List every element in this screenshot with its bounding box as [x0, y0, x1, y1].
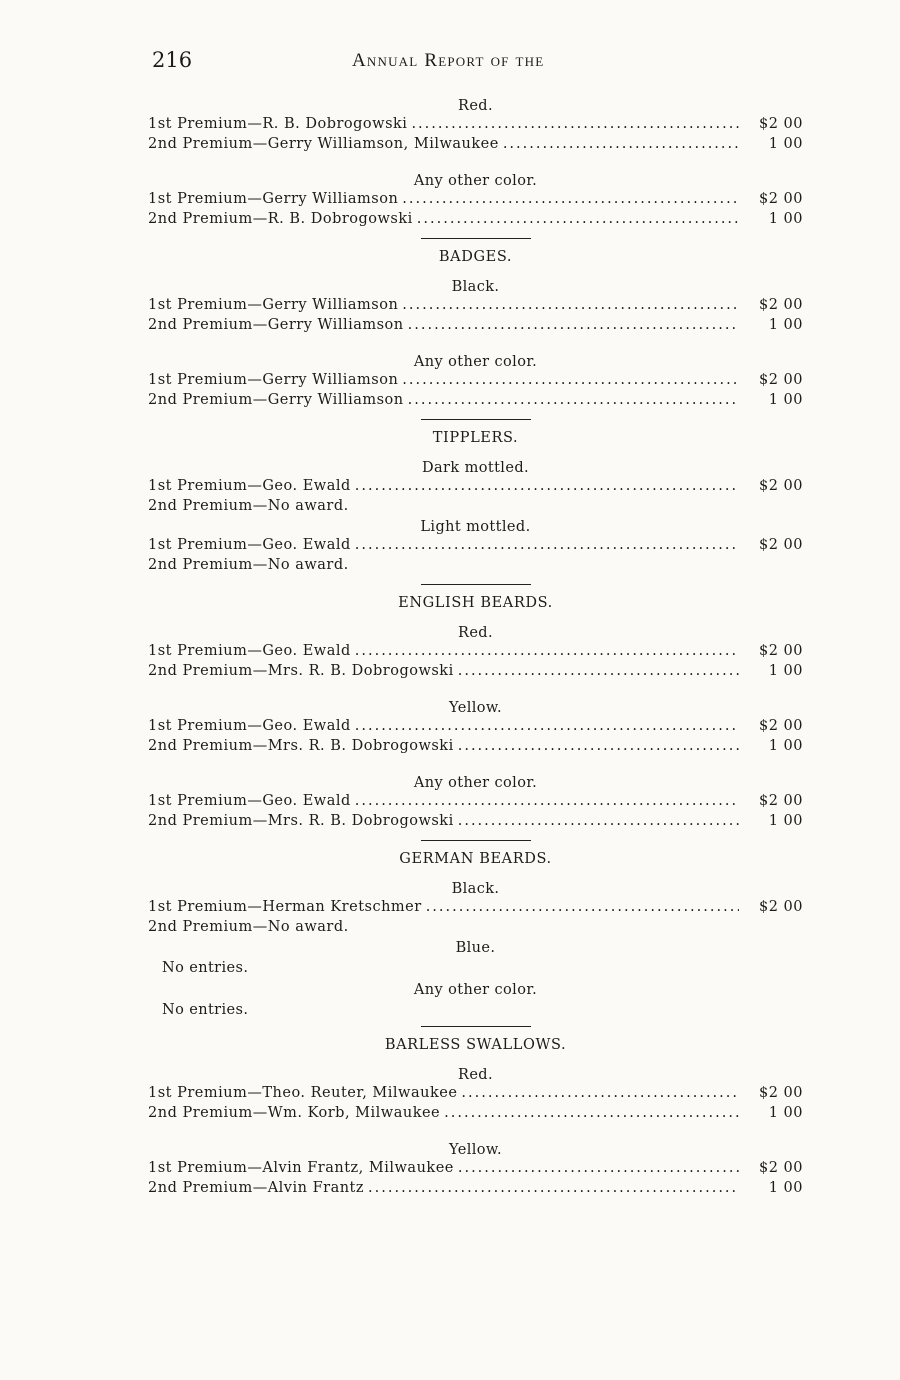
- premium-place: 2nd Premium—No award.: [148, 918, 349, 935]
- premium-place: 1st Premium—Geo. Ewald: [148, 643, 351, 659]
- color-heading: Red.: [458, 98, 493, 114]
- premium-amount: $2 00: [758, 478, 803, 494]
- section-title: GERMAN BEARDS.: [399, 851, 552, 867]
- premium-amount: 1 00: [768, 812, 803, 829]
- premium-row: [148, 191, 803, 211]
- leader-dots: [426, 899, 739, 915]
- premium-place: 2nd Premium—Gerry Williamson: [148, 316, 404, 333]
- premium-amount: $2 00: [758, 372, 803, 388]
- premium-amount: 1 00: [768, 210, 803, 227]
- premium-row: [148, 297, 803, 317]
- premium-row: [148, 116, 803, 136]
- premium-place: 2nd Premium—Mrs. R. B. Dobrogowski: [148, 737, 454, 754]
- section-divider: [421, 840, 531, 841]
- premium-place: 2nd Premium—Wm. Korb, Milwaukee: [148, 1104, 441, 1121]
- premium-amount: 1 00: [768, 316, 803, 333]
- color-heading: Light mottled.: [420, 519, 531, 535]
- leader-dots: [402, 191, 739, 207]
- leader-dots: [503, 136, 739, 152]
- premium-row: [148, 813, 803, 833]
- leader-dots: [408, 317, 739, 333]
- premium-place: 1st Premium—Gerry Williamson: [148, 372, 399, 388]
- leader-dots: [355, 718, 739, 734]
- premium-place: 2nd Premium—Gerry Williamson, Milwaukee: [148, 135, 499, 152]
- color-heading: Any other color.: [413, 982, 538, 998]
- premium-row: [148, 663, 803, 683]
- premium-row: [148, 478, 803, 498]
- premium-row: [148, 643, 803, 663]
- premium-place: 1st Premium—Geo. Ewald: [148, 537, 351, 553]
- premium-row: [148, 919, 803, 939]
- page-header: [152, 44, 802, 78]
- leader-dots: [368, 1180, 739, 1196]
- premium-row: [148, 557, 803, 577]
- no-entries-note: No entries.: [162, 1002, 249, 1018]
- section-divider: [421, 419, 531, 420]
- premium-amount: $2 00: [758, 899, 803, 915]
- premium-place: 2nd Premium—Mrs. R. B. Dobrogowski: [148, 812, 454, 829]
- premium-amount: $2 00: [758, 297, 803, 313]
- premium-row: [148, 1085, 803, 1105]
- leader-dots: [355, 537, 739, 553]
- leader-dots: [417, 211, 739, 227]
- section-title: TIPPLERS.: [432, 430, 519, 446]
- leader-dots: [461, 1085, 739, 1101]
- section-divider: [421, 1026, 531, 1027]
- section-divider: [421, 238, 531, 239]
- premium-place: 1st Premium—Gerry Williamson: [148, 297, 399, 313]
- leader-dots: [355, 643, 739, 659]
- premium-row: [148, 899, 803, 919]
- premium-row: [148, 537, 803, 557]
- premium-amount: 1 00: [768, 1179, 803, 1196]
- premium-row: [148, 498, 803, 518]
- premium-place: 1st Premium—Geo. Ewald: [148, 718, 351, 734]
- premium-place: 2nd Premium—Mrs. R. B. Dobrogowski: [148, 662, 454, 679]
- premium-amount: $2 00: [758, 643, 803, 659]
- premium-place: 1st Premium—Alvin Frantz, Milwaukee: [148, 1160, 454, 1176]
- premium-place: 1st Premium—Gerry Williamson: [148, 191, 399, 207]
- premium-place: 1st Premium—Herman Kretschmer: [148, 899, 422, 915]
- section-title: BADGES.: [438, 249, 513, 265]
- premium-row: [148, 1105, 803, 1125]
- leader-dots: [408, 392, 739, 408]
- leader-dots: [444, 1105, 739, 1121]
- leader-dots: [355, 478, 739, 494]
- premium-row: [148, 136, 803, 156]
- color-heading: Any other color.: [413, 354, 538, 370]
- premium-amount: $2 00: [758, 1085, 803, 1101]
- premium-amount: $2 00: [758, 718, 803, 734]
- premium-row: [148, 718, 803, 738]
- premium-row: [148, 1180, 803, 1200]
- premium-amount: 1 00: [768, 1104, 803, 1121]
- premium-row: [148, 392, 803, 412]
- premium-row: [148, 211, 803, 231]
- premium-amount: 1 00: [768, 135, 803, 152]
- leader-dots: [458, 1160, 739, 1176]
- premium-place: 2nd Premium—No award.: [148, 556, 349, 573]
- section-title: BARLESS SWALLOWS.: [384, 1037, 567, 1053]
- color-heading: Yellow.: [449, 700, 502, 716]
- section-divider: [421, 584, 531, 585]
- color-heading: Blue.: [455, 940, 496, 956]
- premium-row: [148, 1160, 803, 1180]
- color-heading: Any other color.: [413, 173, 538, 189]
- premium-list: [148, 96, 803, 1199]
- leader-dots: [355, 793, 739, 809]
- premium-amount: $2 00: [758, 116, 803, 132]
- premium-row: [148, 793, 803, 813]
- leader-dots: [458, 813, 739, 829]
- running-title: Annual Report of the: [352, 50, 545, 71]
- color-heading: Black.: [451, 279, 500, 295]
- section-title: ENGLISH BEARDS.: [398, 595, 553, 611]
- premium-amount: $2 00: [758, 191, 803, 207]
- premium-place: 2nd Premium—Gerry Williamson: [148, 391, 404, 408]
- premium-place: 2nd Premium—R. B. Dobrogowski: [148, 210, 413, 227]
- color-heading: Red.: [458, 1067, 493, 1083]
- color-heading: Red.: [458, 625, 493, 641]
- premium-row: [148, 317, 803, 337]
- premium-row: [148, 738, 803, 758]
- color-heading: Any other color.: [413, 775, 538, 791]
- premium-row: [148, 372, 803, 392]
- premium-amount: 1 00: [768, 662, 803, 679]
- premium-amount: $2 00: [758, 793, 803, 809]
- page-number: 216: [152, 48, 193, 72]
- premium-place: 1st Premium—Geo. Ewald: [148, 478, 351, 494]
- leader-dots: [458, 663, 739, 679]
- premium-amount: 1 00: [768, 391, 803, 408]
- premium-place: 1st Premium—Theo. Reuter, Milwaukee: [148, 1085, 458, 1101]
- leader-dots: [458, 738, 739, 754]
- premium-amount: $2 00: [758, 537, 803, 553]
- leader-dots: [402, 372, 739, 388]
- premium-amount: $2 00: [758, 1160, 803, 1176]
- premium-place: 2nd Premium—No award.: [148, 497, 349, 514]
- leader-dots: [411, 116, 739, 132]
- premium-place: 2nd Premium—Alvin Frantz: [148, 1179, 365, 1196]
- premium-place: 1st Premium—R. B. Dobrogowski: [148, 116, 408, 132]
- color-heading: Yellow.: [449, 1142, 502, 1158]
- no-entries-note: No entries.: [162, 960, 249, 976]
- premium-place: 1st Premium—Geo. Ewald: [148, 793, 351, 809]
- leader-dots: [402, 297, 739, 313]
- color-heading: Dark mottled.: [421, 460, 530, 476]
- premium-amount: 1 00: [768, 737, 803, 754]
- color-heading: Black.: [451, 881, 500, 897]
